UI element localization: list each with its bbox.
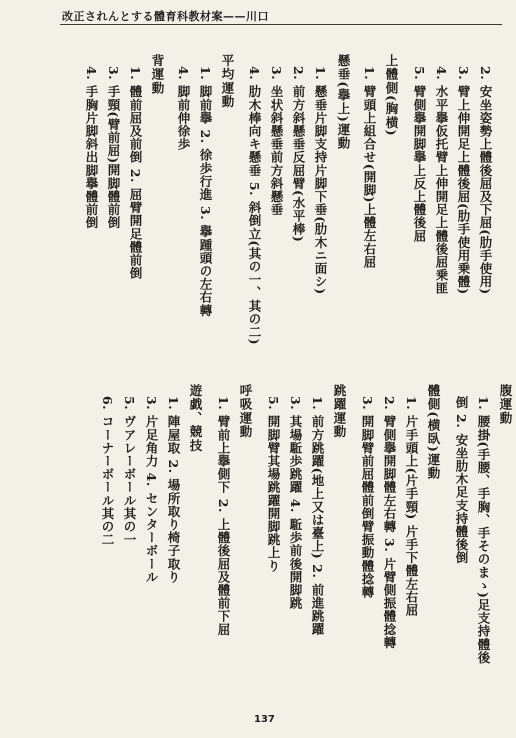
text-column: 6. コーナーボール其の二 [100,396,115,547]
section-heading: 懸垂(擧上)運動 [336,54,351,151]
section-heading: 上體側(胸横) [384,54,399,137]
text-column: 3. 手頸(臂前屈)開脚體前倒 [106,66,121,230]
text-column: 1. 陣屋取 2. 場所取り椅子取り [166,396,181,584]
text-column: 3. 坐状斜懸垂前方斜懸垂 [269,66,284,217]
text-column: 5. 開脚臂其場跳躍開脚跳上り [266,396,281,573]
page-number: 137 [254,714,275,725]
text-column: 1. 腰掛(手腰、手胸、手そのまゝ)足支持體後 [476,396,491,665]
text-column: 1. 臂頭上組合せ(開脚)上體左右屈 [362,66,377,269]
text-column: 2. 前方斜懸垂反屈臂(水平棒) [291,66,306,243]
text-column: 3. 其場駈歩跳躍 4. 駈歩前後開脚跳 [288,396,303,610]
text-column: 5. 臂側擧開脚擧上反上體後屈 [412,66,427,243]
text-column: 3. 片足角力 4. センターボール [144,396,159,584]
section-heading: 跳躍運動 [332,384,347,439]
text-column: 1. 片手頭上(片手頸) 片手下體左右屈 [404,396,419,617]
text-column: 1. 體前屈及前倒 2. 屈臂開足體前倒 [128,66,143,280]
section-heading: 平均運動 [220,54,235,109]
text-column: 倒 2. 安坐肋木足支持體後倒 [454,396,469,565]
text-column: 3. 臂上伸開足上體後屈(肋手使用乗體) [456,66,471,295]
section-heading: 背運動 [150,54,165,96]
text-column: 4. 脚前伸徐歩 [176,66,191,151]
text-column: 2. 安坐姿勢上體後屈及下屈(肋手使用) [478,66,493,295]
text-column: 1. 脚前擧 2. 徐歩行進 3. 擧踵頭の左右轉 [198,66,213,317]
text-column: 4. 手胸片脚斜出脚擧體前倒 [84,66,99,230]
section-heading: 呼吸運動 [238,384,253,439]
section-heading: 體側(横臥)運動 [426,384,441,481]
section-heading: 腹運動 [498,384,513,426]
text-column: 2. 臂側擧開脚體左右轉 3. 片臂側振體捻轉 [382,396,397,649]
text-column: 3. 開脚臂前屈體前倒臂振動體捻轉 [360,396,375,599]
text-column: 1. 前方跳躍(地上又は臺上) 2. 前進跳躍 [310,396,325,636]
running-header: 改正されんとする體育科教材案——川口 [62,10,269,23]
text-column: 4. 水平擧仮托臂上伸開足上體後屈乗匪 [434,66,449,295]
text-column: 1. 懸垂片脚支持片脚下垂(肋木ニ面シ) [313,66,328,295]
text-column: 5. ヴアレーボール其の一 [122,396,137,547]
header-divider [60,24,502,25]
text-column: 1. 臂前上擧側下 2. 上體後屈及體前下屈 [216,396,231,636]
text-column: 4. 肋木棒向キ懸垂 5. 斜倒立(其の一、其の二) [247,66,262,346]
section-heading: 遊戯、競技 [188,384,203,453]
